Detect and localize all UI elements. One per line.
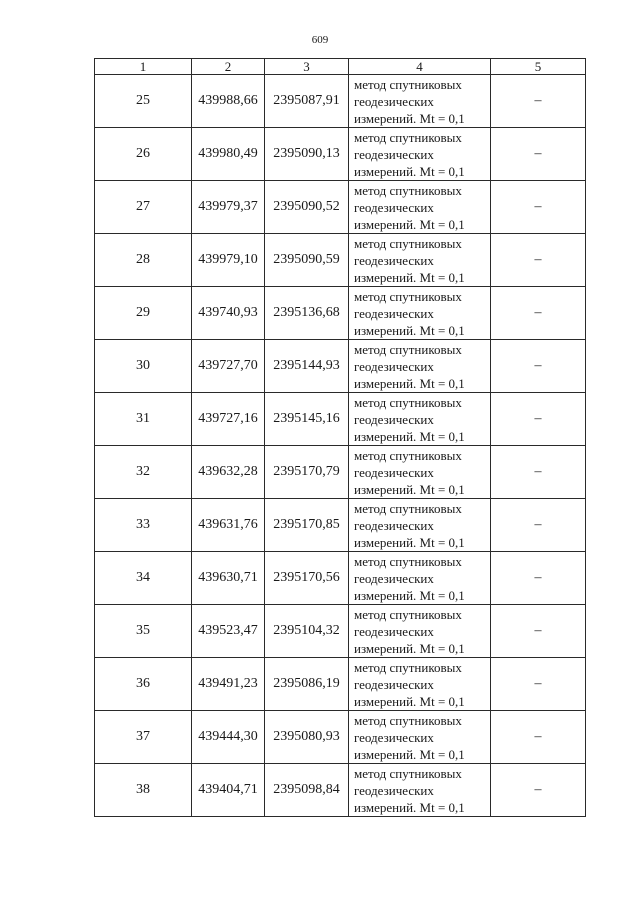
method-text-line: измерений. Mt = 0,1 bbox=[354, 269, 465, 285]
note-cell: – bbox=[491, 711, 586, 764]
page-number: 609 bbox=[311, 34, 329, 46]
y-coordinate-cell: 2395086,19 bbox=[265, 658, 349, 711]
method-text-line: геодезических bbox=[354, 676, 434, 692]
y-coordinate-cell: 2395144,93 bbox=[265, 340, 349, 393]
table-row bbox=[95, 287, 586, 340]
note-cell: – bbox=[491, 234, 586, 287]
point-number-cell: 30 bbox=[95, 340, 192, 393]
method-text-line: метод спутниковых bbox=[354, 394, 462, 410]
method-text-line: измерений. Mt = 0,1 bbox=[354, 534, 465, 550]
x-coordinate-cell: 439630,71 bbox=[192, 552, 265, 605]
x-coordinate-cell: 439631,76 bbox=[192, 499, 265, 552]
method-text-line: измерений. Mt = 0,1 bbox=[354, 693, 465, 709]
method-text-line: геодезических bbox=[354, 199, 434, 215]
x-coordinate-cell: 439727,70 bbox=[192, 340, 265, 393]
table-header-row bbox=[95, 59, 586, 75]
method-text-line: геодезических bbox=[354, 252, 434, 268]
method-text-line: метод спутниковых bbox=[354, 288, 462, 304]
point-number-cell: 38 bbox=[95, 764, 192, 817]
x-coordinate-cell: 439632,28 bbox=[192, 446, 265, 499]
point-number-cell: 34 bbox=[95, 552, 192, 605]
note-cell: – bbox=[491, 287, 586, 340]
method-text-line: геодезических bbox=[354, 411, 434, 427]
method-text-line: измерений. Mt = 0,1 bbox=[354, 481, 465, 497]
point-number-cell: 25 bbox=[95, 75, 192, 128]
x-coordinate-cell: 439979,37 bbox=[192, 181, 265, 234]
table-row bbox=[95, 552, 586, 605]
method-text-line: измерений. Mt = 0,1 bbox=[354, 322, 465, 338]
x-coordinate-cell: 439404,71 bbox=[192, 764, 265, 817]
method-text-line: измерений. Mt = 0,1 bbox=[354, 163, 465, 179]
method-cell bbox=[349, 234, 491, 287]
note-cell: – bbox=[491, 393, 586, 446]
method-cell bbox=[349, 658, 491, 711]
point-number-cell: 31 bbox=[95, 393, 192, 446]
method-text-line: метод спутниковых bbox=[354, 182, 462, 198]
method-text-line: геодезических bbox=[354, 517, 434, 533]
y-coordinate-cell: 2395090,52 bbox=[265, 181, 349, 234]
point-number-cell: 26 bbox=[95, 128, 192, 181]
point-number-cell: 27 bbox=[95, 181, 192, 234]
column-header-3: 3 bbox=[265, 59, 349, 75]
method-cell bbox=[349, 128, 491, 181]
point-number-cell: 36 bbox=[95, 658, 192, 711]
note-cell: – bbox=[491, 340, 586, 393]
table-row bbox=[95, 605, 586, 658]
method-text-line: измерений. Mt = 0,1 bbox=[354, 375, 465, 391]
method-text-line: измерений. Mt = 0,1 bbox=[354, 799, 465, 815]
note-cell: – bbox=[491, 658, 586, 711]
x-coordinate-cell: 439740,93 bbox=[192, 287, 265, 340]
method-cell bbox=[349, 340, 491, 393]
note-cell: – bbox=[491, 499, 586, 552]
method-text-line: геодезических bbox=[354, 729, 434, 745]
method-text-line: геодезических bbox=[354, 146, 434, 162]
x-coordinate-cell: 439980,49 bbox=[192, 128, 265, 181]
method-cell bbox=[349, 181, 491, 234]
column-header-5: 5 bbox=[491, 59, 586, 75]
table-row bbox=[95, 393, 586, 446]
column-header-1: 1 bbox=[95, 59, 192, 75]
note-cell: – bbox=[491, 552, 586, 605]
method-text-line: метод спутниковых bbox=[354, 76, 462, 92]
table-row bbox=[95, 234, 586, 287]
method-text-line: измерений. Mt = 0,1 bbox=[354, 587, 465, 603]
method-text-line: метод спутниковых bbox=[354, 553, 462, 569]
method-text-line: геодезических bbox=[354, 623, 434, 639]
method-cell bbox=[349, 605, 491, 658]
method-cell bbox=[349, 764, 491, 817]
column-header-4: 4 bbox=[349, 59, 491, 75]
table-row bbox=[95, 658, 586, 711]
table-row bbox=[95, 711, 586, 764]
method-text-line: метод спутниковых bbox=[354, 447, 462, 463]
y-coordinate-cell: 2395090,13 bbox=[265, 128, 349, 181]
method-cell bbox=[349, 499, 491, 552]
y-coordinate-cell: 2395098,84 bbox=[265, 764, 349, 817]
method-text-line: измерений. Mt = 0,1 bbox=[354, 640, 465, 656]
note-cell: – bbox=[491, 446, 586, 499]
method-cell bbox=[349, 393, 491, 446]
table-row bbox=[95, 446, 586, 499]
method-text-line: метод спутниковых bbox=[354, 606, 462, 622]
y-coordinate-cell: 2395087,91 bbox=[265, 75, 349, 128]
y-coordinate-cell: 2395170,85 bbox=[265, 499, 349, 552]
method-cell bbox=[349, 287, 491, 340]
y-coordinate-cell: 2395170,56 bbox=[265, 552, 349, 605]
table-row bbox=[95, 340, 586, 393]
x-coordinate-cell: 439979,10 bbox=[192, 234, 265, 287]
method-cell bbox=[349, 75, 491, 128]
note-cell: – bbox=[491, 128, 586, 181]
table-row bbox=[95, 75, 586, 128]
point-number-cell: 37 bbox=[95, 711, 192, 764]
y-coordinate-cell: 2395090,59 bbox=[265, 234, 349, 287]
y-coordinate-cell: 2395170,79 bbox=[265, 446, 349, 499]
method-cell bbox=[349, 711, 491, 764]
method-text-line: метод спутниковых bbox=[354, 129, 462, 145]
coordinates-table bbox=[94, 58, 586, 817]
x-coordinate-cell: 439444,30 bbox=[192, 711, 265, 764]
method-cell bbox=[349, 552, 491, 605]
method-text-line: геодезических bbox=[354, 464, 434, 480]
y-coordinate-cell: 2395080,93 bbox=[265, 711, 349, 764]
method-text-line: измерений. Mt = 0,1 bbox=[354, 110, 465, 126]
y-coordinate-cell: 2395136,68 bbox=[265, 287, 349, 340]
note-cell: – bbox=[491, 764, 586, 817]
x-coordinate-cell: 439491,23 bbox=[192, 658, 265, 711]
table-row bbox=[95, 128, 586, 181]
table-row bbox=[95, 181, 586, 234]
method-text-line: метод спутниковых bbox=[354, 235, 462, 251]
method-text-line: метод спутниковых bbox=[354, 765, 462, 781]
x-coordinate-cell: 439988,66 bbox=[192, 75, 265, 128]
method-cell bbox=[349, 446, 491, 499]
note-cell: – bbox=[491, 181, 586, 234]
method-text-line: метод спутниковых bbox=[354, 500, 462, 516]
method-text-line: измерений. Mt = 0,1 bbox=[354, 428, 465, 444]
point-number-cell: 29 bbox=[95, 287, 192, 340]
method-text-line: метод спутниковых bbox=[354, 712, 462, 728]
point-number-cell: 35 bbox=[95, 605, 192, 658]
table-body bbox=[95, 75, 586, 817]
point-number-cell: 32 bbox=[95, 446, 192, 499]
method-text-line: геодезических bbox=[354, 570, 434, 586]
note-cell: – bbox=[491, 605, 586, 658]
y-coordinate-cell: 2395104,32 bbox=[265, 605, 349, 658]
method-text-line: геодезических bbox=[354, 93, 434, 109]
method-text-line: геодезических bbox=[354, 305, 434, 321]
table-row bbox=[95, 499, 586, 552]
column-header-2: 2 bbox=[192, 59, 265, 75]
point-number-cell: 33 bbox=[95, 499, 192, 552]
x-coordinate-cell: 439523,47 bbox=[192, 605, 265, 658]
method-text-line: измерений. Mt = 0,1 bbox=[354, 746, 465, 762]
method-text-line: геодезических bbox=[354, 358, 434, 374]
note-cell: – bbox=[491, 75, 586, 128]
x-coordinate-cell: 439727,16 bbox=[192, 393, 265, 446]
table-row bbox=[95, 764, 586, 817]
point-number-cell: 28 bbox=[95, 234, 192, 287]
method-text-line: геодезических bbox=[354, 782, 434, 798]
method-text-line: метод спутниковых bbox=[354, 659, 462, 675]
method-text-line: метод спутниковых bbox=[354, 341, 462, 357]
method-text-line: измерений. Mt = 0,1 bbox=[354, 216, 465, 232]
y-coordinate-cell: 2395145,16 bbox=[265, 393, 349, 446]
